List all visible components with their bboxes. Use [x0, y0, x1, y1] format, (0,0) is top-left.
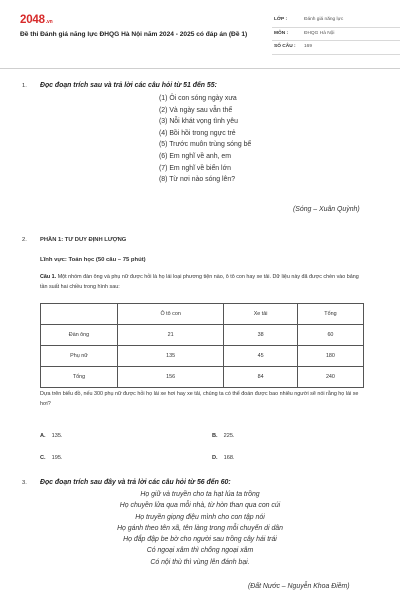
site-logo[interactable]	[20, 14, 52, 26]
meta-key: SỐ CÂU :	[274, 44, 296, 49]
meta-value: ĐHQG Hà Nội	[304, 30, 335, 36]
poem-line: (8) Từ nơi nào sóng lên?	[159, 176, 236, 184]
exam-meta	[272, 14, 400, 55]
meta-value: 169	[304, 44, 313, 49]
poem-line: (1) Ôi con sóng ngày xưa	[159, 95, 237, 102]
poem-excerpt	[159, 93, 251, 186]
meta-value: Đánh giá năng lực	[304, 17, 344, 22]
meta-key: MÔN :	[274, 30, 289, 36]
table-cell: 240	[297, 367, 363, 388]
stem-label: Câu 1.	[40, 274, 57, 280]
row-label: Tổng	[41, 367, 118, 388]
header-divider	[0, 68, 400, 69]
table-cell: 45	[224, 346, 298, 367]
poem-line: Có ngoại xâm thì chống ngoại xâm	[146, 547, 254, 555]
option-text: 195.	[51, 455, 63, 461]
option-letter: B.	[212, 433, 218, 439]
question-stem	[40, 273, 365, 292]
answer-option-c[interactable]	[40, 455, 62, 461]
table-header-cell: Tổng	[297, 304, 363, 325]
question-number: 2.	[22, 237, 27, 243]
poem-citation: (Đất Nước – Nguyễn Khoa Điềm)	[248, 583, 350, 590]
document-header	[20, 14, 380, 60]
option-letter: C.	[40, 455, 46, 461]
question-heading: Đọc đoạn trích sau đây và trả lời các câu hỏi từ 56 đến 60:	[40, 479, 231, 486]
table-cell: 84	[224, 367, 298, 388]
logo-suffix: .vn	[45, 19, 53, 25]
option-text: 168.	[223, 455, 235, 461]
poem-line: (5) Trước muôn trùng sóng bể	[159, 141, 252, 149]
option-text: 225.	[223, 433, 235, 439]
meta-row-subject	[272, 28, 400, 42]
poem-line: Họ gánh theo tên xã, tên làng trong mỗi chuyến di dân	[117, 524, 283, 532]
table-cell: 135	[118, 346, 224, 367]
option-text: 135.	[51, 433, 63, 439]
answer-option-d[interactable]	[212, 455, 234, 461]
poem-line: Họ đắp đập be bờ cho người sau trồng cây hái trái	[123, 536, 277, 544]
poem-line: (3) Nỗi khát vọng tình yêu	[159, 118, 238, 126]
frequency-table	[40, 303, 364, 388]
section-title: PHẦN 1: TƯ DUY ĐỊNH LƯỢNG	[40, 237, 127, 243]
meta-row-class	[272, 14, 400, 28]
poem-line: Họ giữ và truyền cho ta hạt lúa ta trồng	[140, 491, 260, 498]
poem-line: Có nội thù thì vùng lên đánh bại.	[150, 558, 250, 566]
table-cell: 156	[118, 367, 224, 388]
subsection-title: Lĩnh vực: Toán học (50 câu – 75 phút)	[40, 257, 146, 263]
poem-line: (6) Em nghĩ về anh, em	[159, 152, 232, 160]
row-label: Phụ nữ	[41, 346, 118, 367]
table-row	[41, 367, 364, 388]
question-number: 1.	[22, 83, 27, 89]
poem-citation: (Sóng – Xuân Quỳnh)	[293, 206, 360, 213]
question-number: 3.	[22, 480, 27, 486]
poem-line: Họ truyền giọng điệu mình cho con tập nói	[135, 513, 265, 521]
table-header-cell: Ô tô con	[118, 304, 224, 325]
option-letter: D.	[212, 455, 218, 461]
question-text: Dựa trên biểu đồ, nếu 300 phụ nữ được hỏi họ lái xe hơi hay xe tải, chúng ta có thể đoán được bao nhiêu người sẽ nói rằng họ lái xe hơi?	[40, 391, 359, 407]
poem-line: (7) Em nghĩ về biển lớn	[159, 164, 231, 172]
logo-text: 2048	[20, 14, 45, 26]
stem-text: Một nhóm đàn ông và phụ nữ được hỏi là họ lái loại phương tiện nào, ô tô con hay xe tải. Dữ liệu này đã được chèn vào bảng tần suất hai chiều trong hình sau:	[40, 274, 359, 290]
poem-excerpt	[0, 489, 400, 568]
table-cell: 180	[297, 346, 363, 367]
table-row	[41, 346, 364, 367]
option-letter: A.	[40, 433, 46, 439]
exam-title: Đề thi Đánh giá năng lực ĐHQG Hà Nội năm 2024 - 2025 có đáp án (Đề 1)	[20, 31, 248, 38]
answer-option-b[interactable]	[212, 433, 234, 439]
table-cell: 38	[224, 325, 298, 346]
table-cell	[41, 304, 118, 325]
table-cell: 60	[297, 325, 363, 346]
poem-line: (4) Bồi hồi trong ngực trẻ	[159, 129, 236, 137]
question-heading: Đọc đoạn trích sau và trả lời các câu hỏi từ 51 đến 55:	[40, 82, 217, 89]
table-row	[41, 325, 364, 346]
poem-line: (2) Và ngày sau vẫn thế	[159, 106, 233, 114]
meta-key: LỚP :	[274, 17, 288, 22]
table-header-cell: Xe tải	[224, 304, 298, 325]
table-cell: 21	[118, 325, 224, 346]
row-label: Đàn ông	[41, 325, 118, 346]
table-header-row	[41, 304, 364, 325]
answer-option-a[interactable]	[40, 433, 62, 439]
meta-row-count	[272, 41, 400, 55]
poem-line: Họ chuyền lửa qua mỗi nhà, từ hòn than qua con cúi	[119, 502, 281, 510]
